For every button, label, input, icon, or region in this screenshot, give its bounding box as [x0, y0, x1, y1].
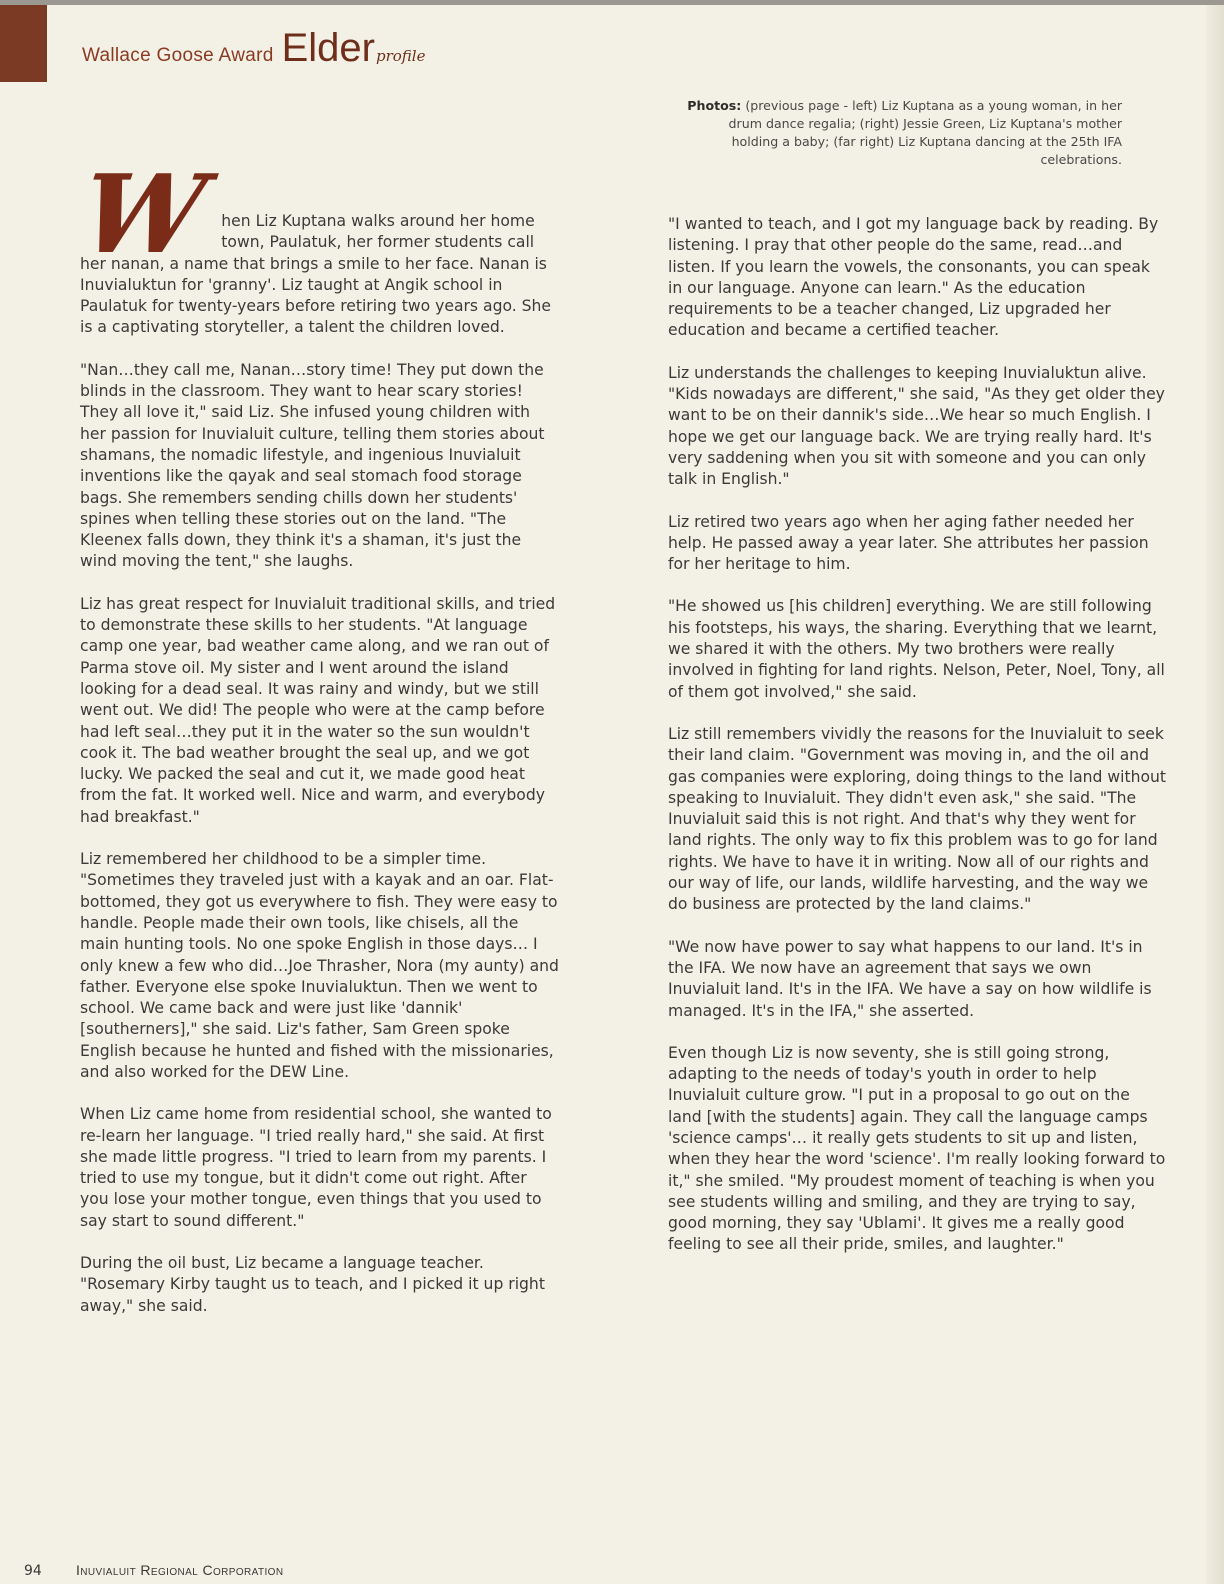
right-paragraph-6: "We now have power to say what happens to our land. It's in the IFA. We now have an agreement that says we own Inuvialuit land. It's in the IFA. We have a say on how wildlife is managed. It's in the IFA," she asserted.	[668, 937, 1152, 1020]
page-edge-shade	[1206, 5, 1224, 1584]
drop-cap: W	[74, 152, 214, 278]
photo-caption	[680, 97, 1122, 169]
header-profile-subtitle: profile	[375, 47, 426, 65]
right-column	[668, 214, 1168, 1277]
caption-label: Photos:	[687, 98, 742, 113]
left-paragraph-3: Liz remembered her childhood to be a simpler time. "Sometimes they traveled just with a kayak and an oar. Flat-bottomed, they got us everywhere to fish. They were easy to handle. People made their own tools, like chisels, all the main hunting tools. No one spoke English in those days… I only knew a few who did…Joe Thrasher, Nora (my aunty) and father. Everyone else spoke Inuvialuktun. Then we went to school. We came back and were just like 'dannik' [southerners]," she said. Liz's father, Sam Green spoke English because he hunted and fished with the missionaries, and also worked for the DEW Line.	[80, 850, 559, 1081]
right-paragraph-1: "I wanted to teach, and I got my language back by reading. By listening. I pray that other people do the same, read…and listen. If you learn the vowels, the consonants, you can speak in our language. Anyone can learn." As the education requirements to be a teacher changed, Liz upgraded her education and became a certified teacher.	[668, 215, 1159, 340]
page-number: 94	[24, 1563, 42, 1579]
page-footer	[24, 1562, 283, 1579]
lead-text: hen Liz Kuptana walks around her home town, Paulatuk, her former students call her nanan, a name that brings a smile to her face. Nanan is Inuvialuktun for 'granny'. Liz taught at Angik school in Paulatuk for twenty-years before retiring two years ago. She is a captivating storyteller, a talent the children loved.	[80, 212, 552, 337]
right-paragraph-7: Even though Liz is now seventy, she is still going strong, adapting to the needs of today's youth in order to help Inuvialuit culture grow. "I put in a proposal to go out on the land [with the students] again. They call the language camps 'science camps'… it really gets students to sit up and listen, when they hear the word 'science'. I'm really looking forward to it," she smiled. "My proudest moment of teaching is when you see students willing and smiling, and they are trying to say, good morning, they say 'Ublami'. It gives me a really good feeling to see all their pride, smiles, and laughter."	[668, 1043, 1166, 1254]
left-paragraph-5: During the oil bust, Liz became a language teacher. "Rosemary Kirby taught us to teach, and I picked it up right away," she said.	[80, 1254, 545, 1315]
header-color-block	[0, 5, 47, 82]
page-header	[82, 26, 425, 76]
right-paragraph-5: Liz still remembers vividly the reasons for the Inuvialuit to seek their land claim. "Government was moving in, and the oil and gas companies were exploring, doing things to the land without speaking to Inuvialuit. They didn't even ask," she said. "The Inuvialuit said this is not right. And that's why they went for land rights. The only way to fix this problem was to go for land rights. We have to have it in writing. Now all of our rights and our way of life, our lands, wildlife harvesting, and the way we do business are protected by the land claims."	[668, 724, 1167, 914]
left-paragraph-4: When Liz came home from residential school, she wanted to re-learn her language. "I tried really hard," she said. At first she made little progress. "I tried to learn from my parents. I tried to use my tongue, but it didn't come out right. After you lose your mother tongue, even things that you used to say start to sound different."	[80, 1105, 552, 1230]
header-elder-title: Elder	[281, 26, 375, 70]
caption-text: (previous page - left) Liz Kuptana as a young woman, in her drum dance regalia; (right) Jessie Green, Liz Kuptana's mother holding a baby; (far right) Liz Kuptana dancing at the 25th IFA celebrations.	[728, 98, 1122, 167]
lead-paragraph	[74, 152, 560, 339]
right-paragraph-3: Liz retired two years ago when her aging father needed her help. He passed away a year later. She attributes her passion for her heritage to him.	[668, 512, 1149, 574]
right-paragraph-4: "He showed us [his children] everything. We are still following his footsteps, his ways, the sharing. Everything that we learnt, we shared it with the others. My two brothers were really involved in fighting for land rights. Nelson, Peter, Noel, Tony, all of them got involved," she said.	[668, 597, 1165, 701]
footer-organization: Inuvialuit Regional Corporation	[76, 1562, 284, 1578]
left-paragraph-1: "Nan…they call me, Nanan…story time! They put down the blinds in the classroom. They want to hear scary stories! They all love it," said Liz. She infused young children with her passion for Inuvialuit culture, telling them stories about shamans, the nomadic lifestyle, and ingenious Inuvialuit inventions like the qayak and seal stomach food storage bags. She remembers sending chills down her students' spines when telling these stories out on the land. "The Kleenex falls down, they think it's a shaman, it's just the wind moving the tent," she laughs.	[80, 360, 545, 571]
left-column	[74, 152, 560, 1338]
header-award-title: Wallace Goose Award	[82, 45, 274, 66]
right-paragraph-2: Liz understands the challenges to keeping Inuvialuktun alive. "Kids nowadays are different," she said, "As they get older they want to be on their dannik's side…We hear so much English. I hope we get our language back. We are trying really hard. It's very saddening when you sit with someone and you can only talk in English."	[668, 363, 1165, 489]
left-paragraph-2: Liz has great respect for Inuvialuit traditional skills, and tried to demonstrate these skills to her students. "At language camp one year, bad weather came along, and we ran out of Parma stove oil. My sister and I went around the island looking for a dead seal. It was rainy and windy, but we still went out. We did! The people who were at the camp before had left seal…they put it in the water so the sun wouldn't cook it. The bad weather brought the seal up, and we got lucky. We packed the seal and cut it, we made good heat from the fat. It worked well. Nice and warm, and everybody had breakfast."	[80, 594, 556, 826]
top-rule	[0, 0, 1224, 5]
